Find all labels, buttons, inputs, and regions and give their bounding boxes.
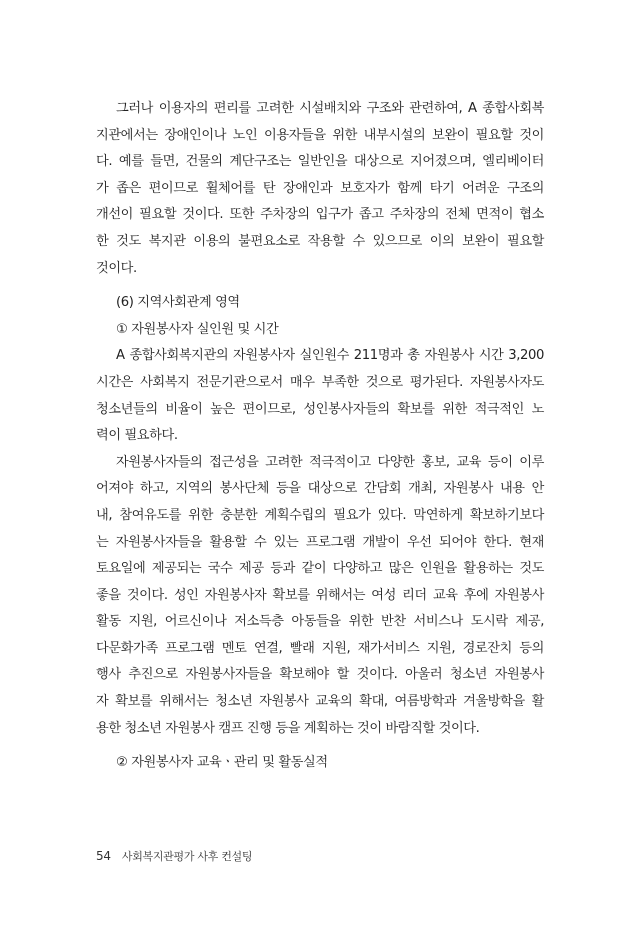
text-line: 개선이 필요할 것이다. 또한 주차장의 입구가 좁고 주차장의 전체 면적이 협소 — [96, 207, 544, 223]
text-line: 청소년들의 비율이 높은 편이므로, 성인봉사자들의 확보를 위한 적극적인 노 — [96, 401, 544, 417]
text-line: 시간은 사회복지 전문기관으로서 매우 부족한 것으로 평가된다. 자원봉사자도 — [96, 374, 544, 390]
text-line: 다. 예를 들면, 건물의 계단구조는 일반인을 대상으로 지어졌으며, 엘리베이터 — [96, 154, 544, 170]
paragraph-volunteer-evaluation — [96, 343, 544, 449]
subheading-volunteer-count: ① 자원봉사자 실인원 및 시간 — [116, 321, 279, 337]
text-line: 는 자원봉사자들을 활용할 수 있는 프로그램 개발이 우선 되어야 한다. 현재 — [96, 534, 544, 550]
text-line: 행사 추진으로 자원봉사자들을 확보해야 할 것이다. 아울러 청소년 자원봉사 — [96, 667, 544, 683]
page-number: 54 — [96, 849, 111, 863]
text-line: 내, 참여유도를 위한 충분한 계획수립의 필요가 있다. 막연하게 확보하기보다 — [96, 507, 544, 523]
text-line: 력이 필요하다. — [96, 428, 178, 444]
paragraph-volunteer-recruitment — [96, 450, 544, 743]
text-line: 토요일에 제공되는 국수 제공 등과 같이 다양하고 많은 인원을 활용하는 것도 — [96, 561, 544, 577]
subheading-volunteer-training: ② 자원봉사자 교육ㆍ관리 및 활동실적 — [116, 755, 328, 771]
text-line: 자원봉사자들의 접근성을 고려한 적극적이고 다양한 홍보, 교육 등이 이루 — [116, 454, 544, 470]
text-line: 활동 지원, 어르신이나 저소득층 아동들을 위한 반찬 서비스나 도시락 제공, — [96, 614, 544, 630]
text-line: 가 좁은 편이므로 휠체어를 탄 장애인과 보호자가 함께 타기 어려운 구조의 — [96, 180, 544, 196]
text-line: 것이다. — [96, 260, 137, 276]
text-line: 어져야 하고, 지역의 봉사단체 등을 대상으로 간담회 개최, 자원봉사 내용 안 — [96, 481, 544, 497]
paragraph-facility — [96, 96, 544, 282]
running-title: 사회복지관평가 사후 컨설팅 — [121, 850, 253, 863]
text-line: 지관에서는 장애인이나 노인 이용자들을 위한 내부시설의 보완이 필요할 것이 — [96, 127, 544, 143]
text-line: 용한 청소년 자원봉사 캠프 진행 등을 계획하는 것이 바람직할 것이다. — [96, 720, 480, 736]
text-line: 좋을 것이다. 성인 자원봉사자 확보를 위해서는 여성 리더 교육 후에 자원봉사 — [96, 587, 544, 603]
text-line: 한 것도 복지관 이용의 불편요소로 작용할 수 있으므로 이의 보완이 필요할 — [96, 233, 544, 249]
page-footer — [96, 848, 252, 864]
text-line: 다문화가족 프로그램 멘토 연결, 빨래 지원, 재가서비스 지원, 경로잔치 등의 — [96, 640, 544, 656]
body-text — [96, 96, 544, 777]
text-line: A 종합사회복지관의 자원봉사자 실인원수 211명과 총 자원봉사 시간 3,200 — [116, 348, 544, 364]
text-line: 그러나 이용자의 편리를 고려한 시설배치와 구조와 관련하여, A 종합사회복 — [116, 101, 544, 116]
text-line: 자 확보를 위해서는 청소년 자원봉사 교육의 확대, 여름방학과 겨울방학을 활 — [96, 694, 544, 710]
section-heading: (6) 지역사회관계 영역 — [116, 295, 240, 311]
